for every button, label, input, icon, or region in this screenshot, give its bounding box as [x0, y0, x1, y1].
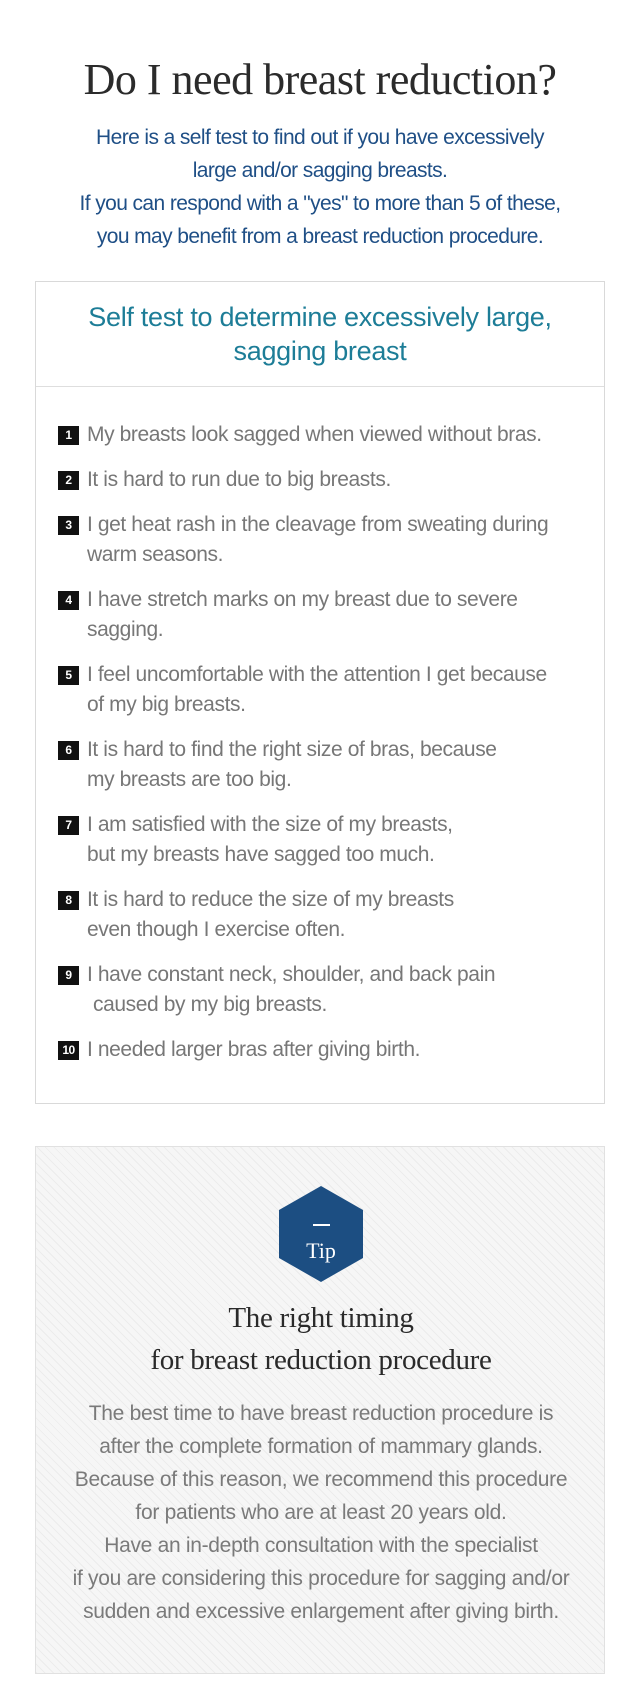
item-text: of my big breasts. — [87, 693, 246, 716]
self-test-heading-line: sagging breast — [233, 336, 407, 366]
tip-box — [35, 1146, 605, 1674]
tip-hexagon-badge — [279, 1186, 363, 1282]
tip-title-line: for breast reduction procedure — [150, 1344, 492, 1376]
intro-line: large and/or sagging breasts. — [192, 159, 448, 182]
item-text: I am satisfied with the size of my breasts, — [87, 813, 453, 836]
tip-body-line: Because of this reason, we recommend this procedure — [74, 1468, 568, 1491]
item-text: It is hard to find the right size of bras, because — [87, 738, 497, 761]
checklist-item — [58, 960, 588, 1020]
checklist-item — [58, 1035, 588, 1065]
tip-body-line: after the complete formation of mammary glands. — [99, 1435, 543, 1458]
tip-dash — [313, 1224, 330, 1226]
intro-line: you may benefit from a breast reduction procedure. — [96, 225, 544, 248]
tip-body-line: if you are considering this procedure for sagging and/or — [72, 1567, 570, 1590]
item-number-badge: 3 — [58, 516, 79, 535]
self-test-header — [36, 282, 604, 387]
item-text: caused by my big breasts. — [93, 993, 327, 1016]
tip-title — [36, 1297, 606, 1381]
self-test-heading-line: Self test to determine excessively large, — [88, 302, 552, 332]
item-number-badge: 5 — [58, 666, 79, 685]
item-number-badge: 10 — [58, 1041, 79, 1060]
checklist-item — [58, 735, 588, 795]
item-text: It is hard to run due to big breasts. — [87, 468, 391, 491]
item-text: I have constant neck, shoulder, and back pain — [87, 963, 496, 986]
item-number-badge: 8 — [58, 891, 79, 910]
intro-line: Here is a self test to find out if you have excessively — [96, 126, 544, 149]
item-number-badge: 2 — [58, 471, 79, 490]
checklist-item — [58, 885, 588, 945]
self-test-heading — [88, 300, 551, 368]
tip-body-line: The best time to have breast reduction procedure is — [88, 1402, 554, 1425]
item-text: warm seasons. — [87, 543, 224, 566]
checklist-item — [58, 420, 588, 450]
item-number-badge: 1 — [58, 426, 79, 445]
item-text: my breasts are too big. — [87, 768, 292, 791]
tip-body-line: sudden and excessive enlargement after giving birth. — [83, 1600, 559, 1623]
self-test-box — [35, 281, 605, 1104]
item-number-badge: 7 — [58, 816, 79, 835]
intro-text — [40, 121, 600, 253]
intro-line: If you can respond with a "yes" to more than 5 of these, — [79, 192, 561, 215]
item-text: I have stretch marks on my breast due to severe — [87, 588, 518, 611]
item-text: even though I exercise often. — [87, 918, 346, 941]
checklist-item — [58, 465, 588, 495]
item-number-badge: 9 — [58, 966, 79, 985]
item-text: I feel uncomfortable with the attention I get because — [87, 663, 547, 686]
item-text: It is hard to reduce the size of my breasts — [87, 888, 454, 911]
item-text: sagging. — [87, 618, 164, 641]
tip-label: Tip — [306, 1238, 336, 1263]
hexagon-icon — [279, 1186, 363, 1282]
page-title: Do I need breast reduction? — [83, 55, 557, 104]
tip-body-line: for patients who are at least 20 years old. — [135, 1501, 507, 1524]
tip-body-line: Have an in-depth consultation with the specialist — [104, 1534, 538, 1557]
tip-title-line: The right timing — [228, 1302, 414, 1334]
checklist — [58, 420, 588, 1080]
item-text: but my breasts have sagged too much. — [87, 843, 435, 866]
item-text: I get heat rash in the cleavage from sweating during — [87, 513, 549, 536]
checklist-item — [58, 660, 588, 720]
item-number-badge: 4 — [58, 591, 79, 610]
item-number-badge: 6 — [58, 741, 79, 760]
checklist-item — [58, 510, 588, 570]
tip-body — [36, 1397, 606, 1628]
item-text: My breasts look sagged when viewed without bras. — [87, 423, 542, 446]
checklist-item — [58, 810, 588, 870]
checklist-item — [58, 585, 588, 645]
item-text: I needed larger bras after giving birth. — [87, 1038, 421, 1061]
